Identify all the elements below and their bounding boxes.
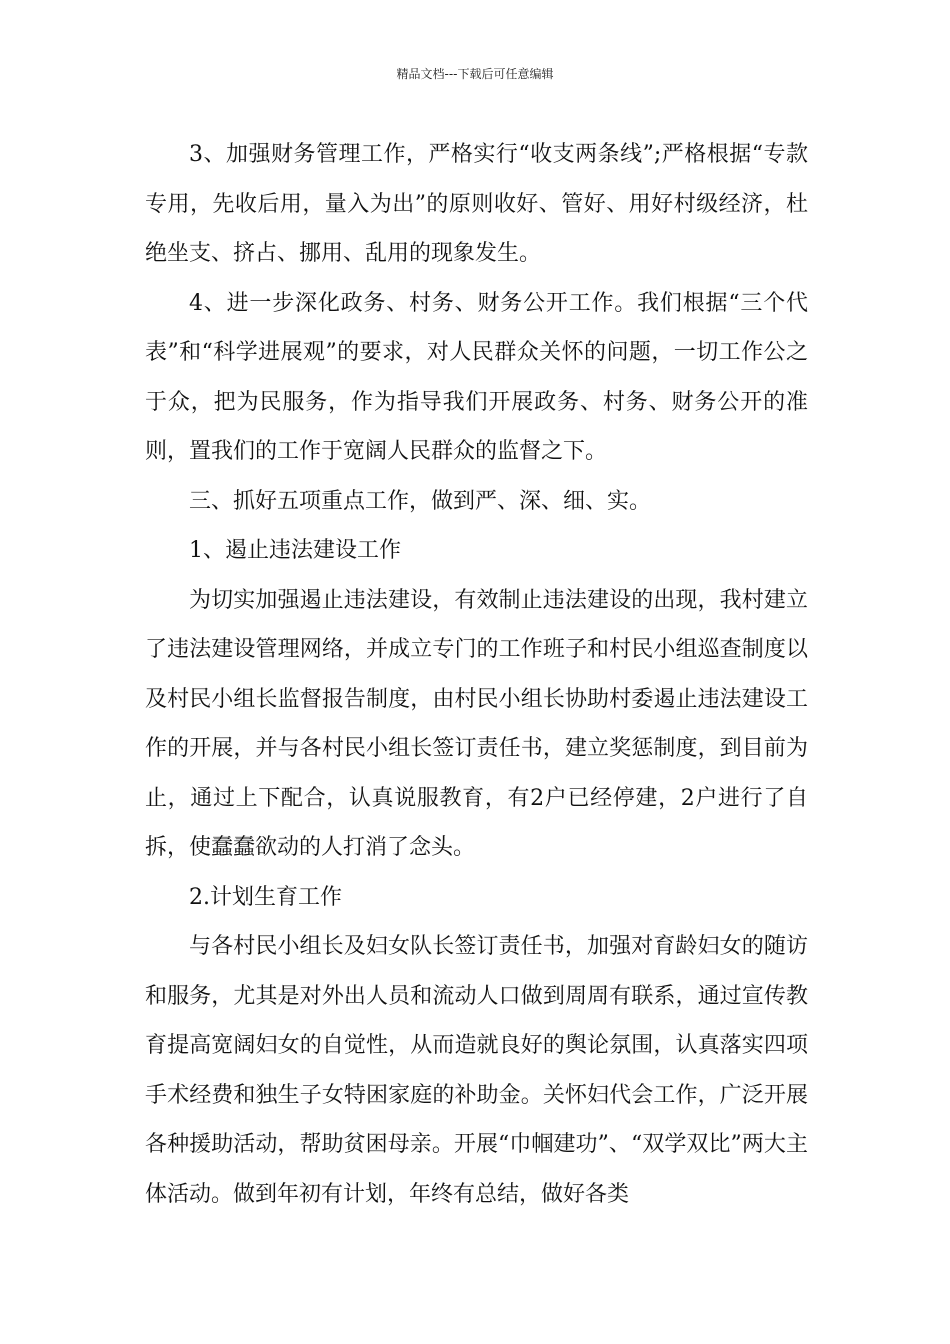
paragraph-illegal-construction: 为切实加强遏止违法建设，有效制止违法建设的出现，我村建立了违法建设管理网络，并成立专门的工作班子和村民小组巡查制度以及村民小组长监督报告制度，由村民小组长协助村委遏止违法建设工作的开展，并与各村民小组长签订责任书，建立奖惩制度，到目前为止，通过上下配合，认真说服教育，有2户已经停建，2户进行了自拆，使蠢蠢欲动的人打消了念头。: [145, 587, 808, 860]
paragraph-family-planning: 与各村民小组长及妇女队长签订责任书，加强对育龄妇女的随访和服务，尤其是对外出人员和流动人口做到周周有联系，通过宣传教育提高宽阔妇女的自觉性，从而造就良好的舆论氛围，认真落实四项手术经费和独生子女特困家庭的补助金。关怀妇代会工作，广泛开展各种援助活动，帮助贫困母亲。开展“巾帼建功”、“双学双比”两大主体活动。做到年初有计划，年终有总结，做好各类: [145, 934, 808, 1207]
page-header: 精品文档---下载后可任意编辑: [396, 67, 554, 81]
document-body: [145, 130, 808, 1219]
subheading-illegal-construction: 1、遏止违法建设工作: [189, 538, 401, 563]
section-heading-five-tasks: 三、抓好五项重点工作，做到严、深、细、实。: [189, 488, 652, 514]
subheading-family-planning: 2.计划生育工作: [189, 884, 342, 910]
paragraph-public-affairs: 4、进一步深化政务、村务、财务公开工作。我们根据“三个代表”和“科学进展观”的要求，对人民群众关怀的问题，一切工作公之于众，把为民服务，作为指导我们开展政务、村务、财务公开的准则，置我们的工作于宽阔人民群众的监督之下。: [145, 290, 808, 464]
paragraph-finance-management: 3、加强财务管理工作，严格实行“收支两条线”;严格根据“专款专用，先收后用，量入为出”的原则收好、管好、用好村级经济，杜绝坐支、挤占、挪用、乱用的现象发生。: [145, 142, 808, 266]
